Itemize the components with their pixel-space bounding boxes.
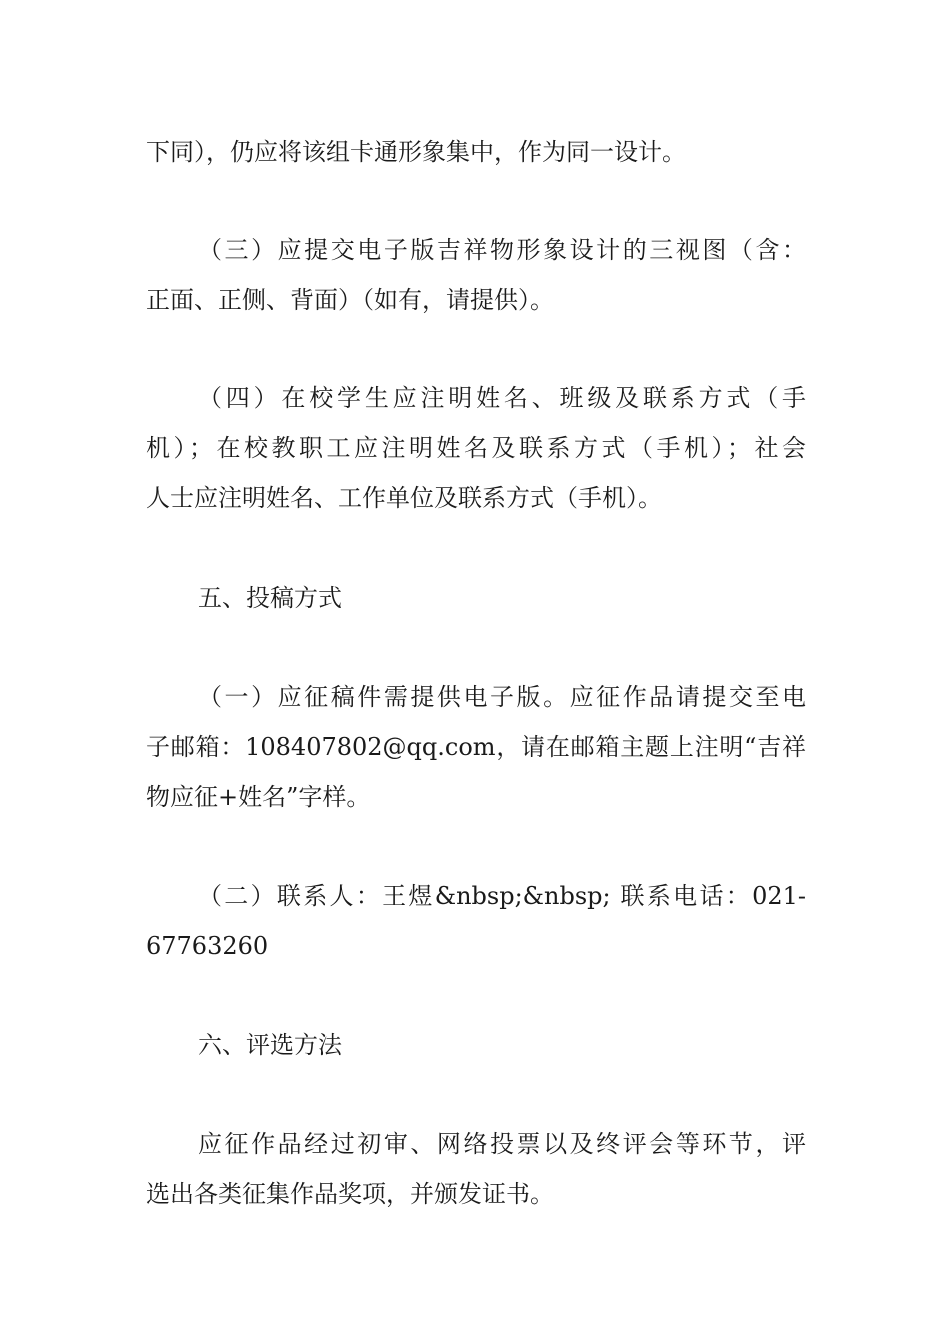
paragraph-line: （一）应征稿件需提供电子版。应征作品请提交至电	[198, 683, 806, 711]
paragraph-line: 子邮箱：108407802@qq.com，请在邮箱主题上注明“吉祥	[146, 733, 806, 761]
paragraph-line: （三）应提交电子版吉祥物形象设计的三视图（含：	[198, 236, 806, 264]
paragraph-line: （四）在校学生应注明姓名、班级及联系方式（手	[198, 384, 806, 412]
section-heading: 五、投稿方式	[198, 584, 342, 612]
paragraph-line: 应征作品经过初审、网络投票以及终评会等环节，评	[198, 1130, 806, 1158]
paragraph-line: 正面、正侧、背面）（如有，请提供）。	[146, 286, 554, 314]
paragraph-line: 物应征+姓名”字样。	[146, 783, 371, 811]
paragraph-line: 人士应注明姓名、工作单位及联系方式（手机）。	[146, 484, 662, 512]
section-heading: 六、评选方法	[198, 1031, 342, 1059]
paragraph-line: 选出各类征集作品奖项，并颁发证书。	[146, 1180, 554, 1208]
paragraph-line: （二）联系人：王煜&nbsp;&nbsp; 联系电话：021-	[198, 882, 806, 910]
paragraph-line: 67763260	[146, 932, 269, 960]
paragraph-line: 机）；在校教职工应注明姓名及联系方式（手机）；社会	[146, 434, 806, 462]
paragraph-line: 下同），仍应将该组卡通形象集中，作为同一设计。	[146, 138, 686, 166]
